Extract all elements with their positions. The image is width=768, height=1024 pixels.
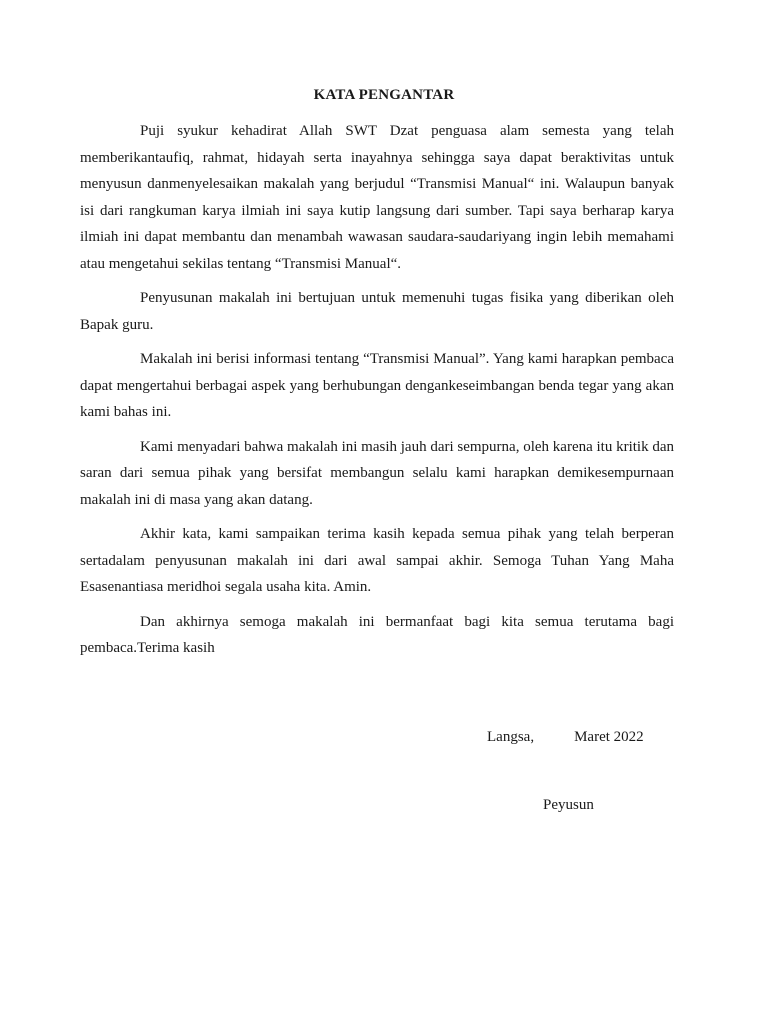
paragraph-3: Makalah ini berisi informasi tentang “Transmisi Manual”. Yang kami harapkan pembaca dapat mengertahui berbagai aspek yang berhubungan dengankeseimbangan benda tegar yang akan kami bahas ini.: [80, 351, 674, 420]
paragraph-2: Penyusunan makalah ini bertujuan untuk memenuhi tugas fisika yang diberikan oleh Bapak guru.: [80, 290, 674, 333]
paragraph-4: Kami menyadari bahwa makalah ini masih jauh dari sempurna, oleh karena itu kritik dan saran dari semua pihak yang bersifat membangun selalu kami harapkan demikesempurnaan makalah ini di masa yang akan datang.: [80, 438, 674, 508]
page-title: KATA PENGANTAR: [313, 87, 455, 103]
closing-signer: Peyusun: [543, 797, 594, 813]
closing-place-date: [487, 729, 644, 746]
closing-place: Langsa,: [487, 729, 535, 745]
paragraph-6: Dan akhirnya semoga makalah ini bermanfaat bagi kita semua terutama bagi pembaca.Terima kasih: [80, 613, 674, 656]
closing-date: Maret 2022: [574, 729, 644, 745]
preface-body: [80, 118, 674, 662]
paragraph-1: Puji syukur kehadirat Allah SWT Dzat penguasa alam semesta yang telah memberikantaufiq, rahmat, hidayah serta inayahnya sehingga saya dapat beraktivitas untuk menyusun danmenyelesaikan makalah yang berjudul “Transmisi Manual“ ini. Walaupun banyak isi dari rangkuman karya ilmiah ini saya kutip langsung dari sumber. Tapi saya berharap karya ilmiah ini dapat membantu dan menambah wawasan saudara-saudariyang ingin lebih memahami atau mengetahui sekilas tentang “Transmisi Manual“.: [80, 123, 674, 272]
paragraph-5: Akhir kata, kami sampaikan terima kasih kepada semua pihak yang telah berperan sertadalam penyusunan makalah ini dari awal sampai akhir. Semoga Tuhan Yang Maha Esasenantiasa meridhoi segala usaha kita. Amin.: [80, 526, 674, 595]
